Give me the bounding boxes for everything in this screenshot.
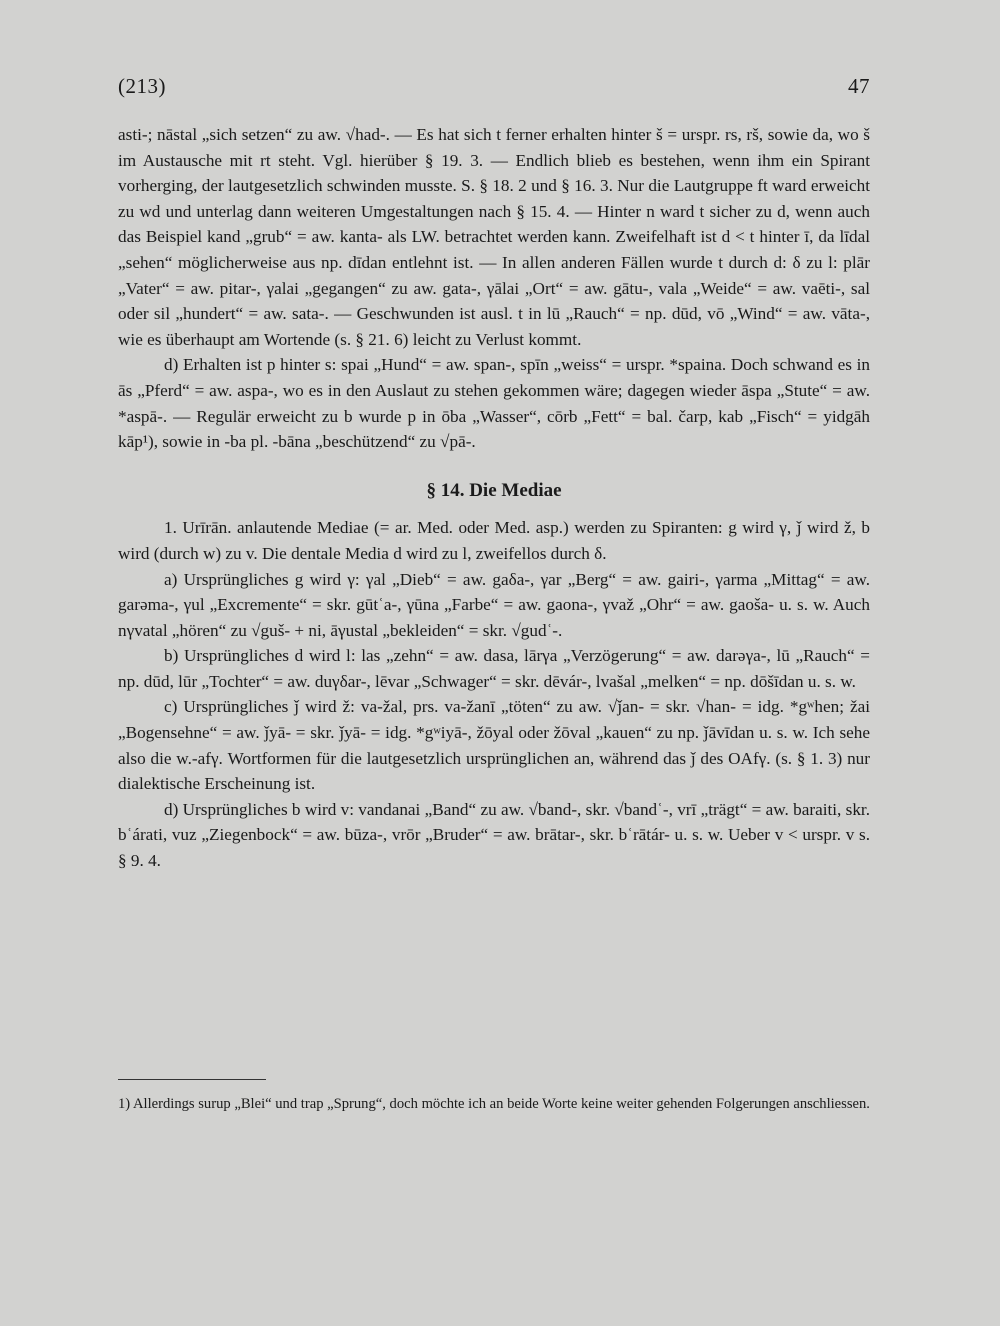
paragraph: asti-; nāstal „sich setzen“ zu aw. √had-. — Es hat sich t ferner erhalten hinter š = urspr. rs, rš, sowie da, wo š im Austausche mit rt steht. Vgl. hierüber § 19. 3. — Endlich blieb es bestehen, wenn ihm ein Spirant vorherging, der lautgesetzlich schwinden musste. S. § 18. 2 und § 16. 3. Nur die Lautgruppe ft ward erweicht zu wd und unterlag dann weiteren Umgestaltungen nach § 15. 4. — Hinter n ward t sicher zu d, wenn auch das Beispiel kand „grub“ = aw. kanta- als LW. betrachtet werden kann. Zweifelhaft ist d < t hinter ī, da līdal „sehen“ möglicherweise aus np. dīdan entlehnt ist. — In allen anderen Fällen wurde t durch d: δ zu l: plār „Vater“ = aw. pitar-, γalai „gegangen“ zu aw. gata-, γālai „Ort“ = aw. gātu-, vala „Weide“ = aw. vaēti-, sal oder sil „hundert“ = aw. sata-. — Geschwunden ist ausl. t in lū „Rauch“ = np. dūd, vō „Wind“ = aw. vāta-, wie es überhaupt am Wortende (s. § 21. 6) leicht zu Verlust kommt. [118, 125, 870, 349]
paragraph: d) Ursprüngliches b wird v: vandanai „Band“ zu aw. √band-, skr. √bandʿ-, vrī „trägt“ = aw. baraiti, skr. bʿárati, vuz „Ziegenbock“ = aw. būza-, vrōr „Bruder“ = aw. brātar-, skr. bʿrātár- u. s. w. Ueber v < urspr. v s. § 9. 4. [118, 799, 870, 871]
page-section-number: (213) [118, 74, 166, 98]
page-number: 47 [848, 74, 870, 98]
footnote-divider [118, 1079, 266, 1080]
footnote: 1) Allerdings surup „Blei“ und trap „Sprung“, doch möchte ich an beide Worte keine weiter gehenden Folgerungen anschliessen. [118, 1096, 870, 1112]
main-text [118, 122, 870, 874]
paragraph: c) Ursprüngliches ǰ wird ž: va-žal, prs. va-žanī „töten“ zu aw. √ǰan- = skr. √han- = idg. *gʷhen; žai „Bogensehne“ = aw. ǰyā- = skr. ǰyā- = idg. *gʷiyā-, žōyal oder žōval „kauen“ zu np. ǰāvīdan u. s. w. Ich sehe also die w.-afγ. Wortformen für die lautgesetzlich ursprünglichen an, während das ǰ des OAfγ. (s. § 1. 3) nur dialektische Erscheinung ist. [118, 697, 870, 794]
paragraph: d) Erhalten ist p hinter s: spai „Hund“ = aw. span-, spīn „weiss“ = urspr. *spaina. Doch schwand es in ās „Pferd“ = aw. aspa-, wo es in den Auslaut zu stehen gekommen wäre; dagegen wieder āspa „Stute“ = aw. *aspā-. — Regulär erweicht zu b wurde p in ōba „Wasser“, cōrb „Fett“ = bal. čarp, kab „Fisch“ = yidgāh kāp¹), sowie in -ba pl. -bāna „beschützend“ zu √pā-. [118, 355, 870, 452]
paragraph: 1. Urīrān. anlautende Mediae (= ar. Med. oder Med. asp.) werden zu Spiranten: g wird γ, ǰ wird ž, b wird (durch w) zu v. Die dentale Media d wird zu l, zweifellos durch δ. [118, 518, 870, 563]
paragraph: b) Ursprüngliches d wird l: las „zehn“ = aw. dasa, lārγa „Verzögerung“ = aw. darəγa-, lū „Rauch“ = np. dūd, lūr „Tochter“ = aw. duγδar-, lēvar „Schwager“ = skr. dēvár-, lvašal „melken“ = np. dōšīdan u. s. w. [118, 646, 870, 691]
section-heading: § 14. Die Mediae [426, 479, 562, 501]
paragraph: a) Ursprüngliches g wird γ: γal „Dieb“ = aw. gaδa-, γar „Berg“ = aw. gairi-, γarma „Mittag“ = aw. garəma-, γul „Excremente“ = skr. gūtʿa-, γūna „Farbe“ = aw. gaona-, γvaž „Ohr“ = aw. gaoša- u. s. w. Auch nγvatal „hören“ zu √guš- + ni, āγustal „bekleiden“ = skr. √gudʿ-. [118, 569, 870, 640]
